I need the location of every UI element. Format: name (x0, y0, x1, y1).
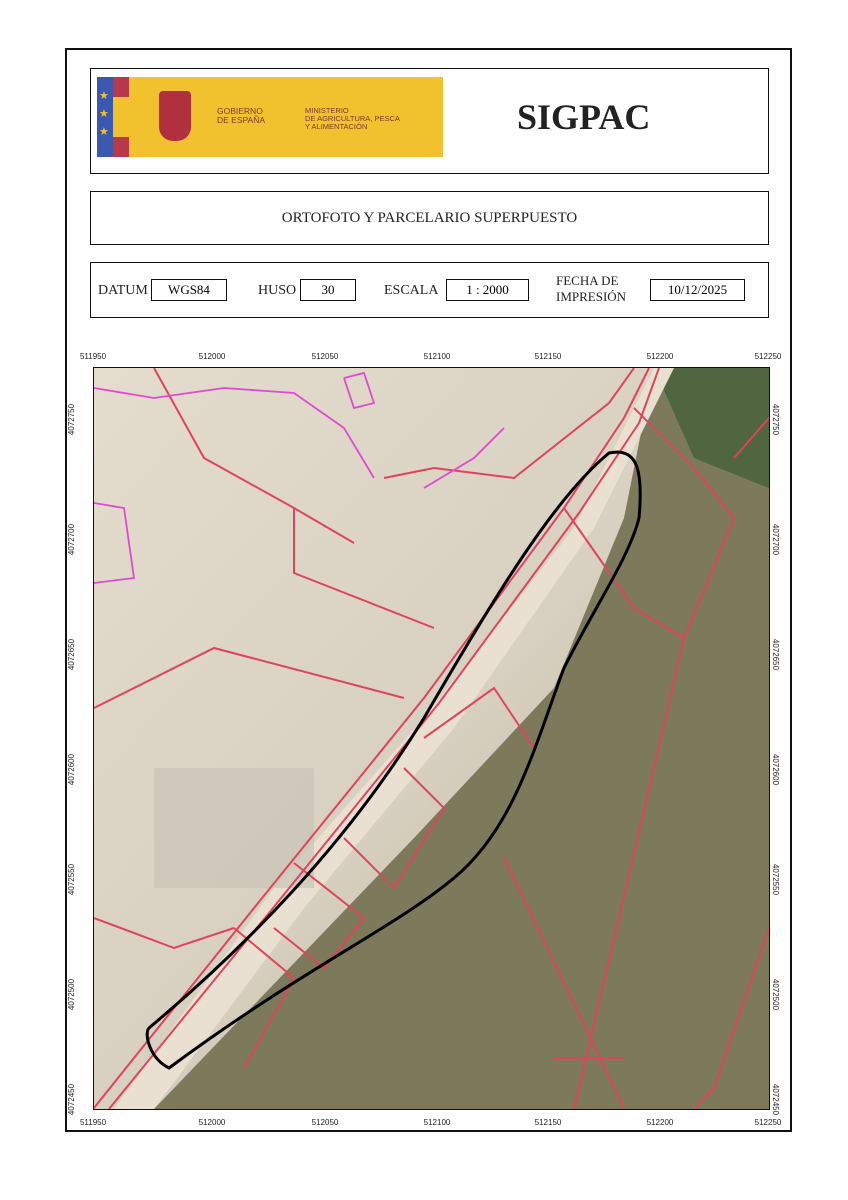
datum-label: DATUM (98, 283, 148, 298)
x-tick-label: 512050 (311, 1118, 339, 1127)
x-tick-label: 512250 (754, 1118, 782, 1127)
x-tick-label: 511950 (79, 352, 107, 361)
coat-of-arms-icon (159, 91, 191, 141)
x-tick-label: 512250 (754, 352, 782, 361)
x-tick-label: 512150 (534, 1118, 562, 1127)
huso-value: 30 (300, 279, 356, 301)
x-tick-label: 511950 (79, 1118, 107, 1127)
y-tick-label: 4072750 (67, 403, 77, 436)
y-tick-label: 4072550 (67, 863, 77, 896)
datum-value: WGS84 (151, 279, 227, 301)
y-tick-label: 4072700 (771, 523, 781, 556)
y-tick-label: 4072600 (771, 753, 781, 786)
app-title: SIGPAC (517, 97, 651, 137)
logo-gov-text: GOBIERNO DE ESPAÑA (217, 106, 266, 125)
government-logo (97, 77, 443, 157)
y-tick-label: 4072750 (771, 403, 781, 436)
star-icon: ★ (99, 108, 109, 120)
y-tick-label: 4072550 (771, 863, 781, 896)
x-tick-label: 512150 (534, 352, 562, 361)
x-tick-label: 512200 (646, 1118, 674, 1127)
x-tick-label: 512200 (646, 352, 674, 361)
orthophoto-map[interactable] (93, 367, 770, 1110)
y-tick-label: 4072650 (67, 638, 77, 671)
y-tick-label: 4072650 (771, 638, 781, 671)
star-icon: ★ (99, 126, 109, 138)
fecha-value: 10/12/2025 (650, 279, 745, 301)
x-tick-label: 512100 (423, 1118, 451, 1127)
x-tick-label: 512000 (198, 1118, 226, 1127)
y-tick-label: 4072600 (67, 753, 77, 786)
escala-label: ESCALA (384, 283, 439, 298)
y-tick-label: 4072500 (67, 978, 77, 1011)
star-icon: ★ (99, 90, 109, 102)
y-tick-label: 4072450 (67, 1083, 77, 1116)
y-tick-label: 4072450 (771, 1083, 781, 1116)
y-tick-label: 4072500 (771, 978, 781, 1011)
huso-label: HUSO (258, 283, 297, 298)
x-tick-label: 512050 (311, 352, 339, 361)
quarry-area (154, 768, 314, 888)
x-tick-label: 512000 (198, 352, 226, 361)
document-title: ORTOFOTO Y PARCELARIO SUPERPUESTO (90, 191, 769, 245)
y-tick-label: 4072700 (67, 523, 77, 556)
x-tick-label: 512100 (423, 352, 451, 361)
logo-ministry-text: MINISTERIO DE AGRICULTURA, PESCA Y ALIMENTACIÓN (305, 106, 400, 131)
escala-value: 1 : 2000 (446, 279, 529, 301)
fecha-label: FECHA DE IMPRESIÓN (556, 273, 627, 304)
